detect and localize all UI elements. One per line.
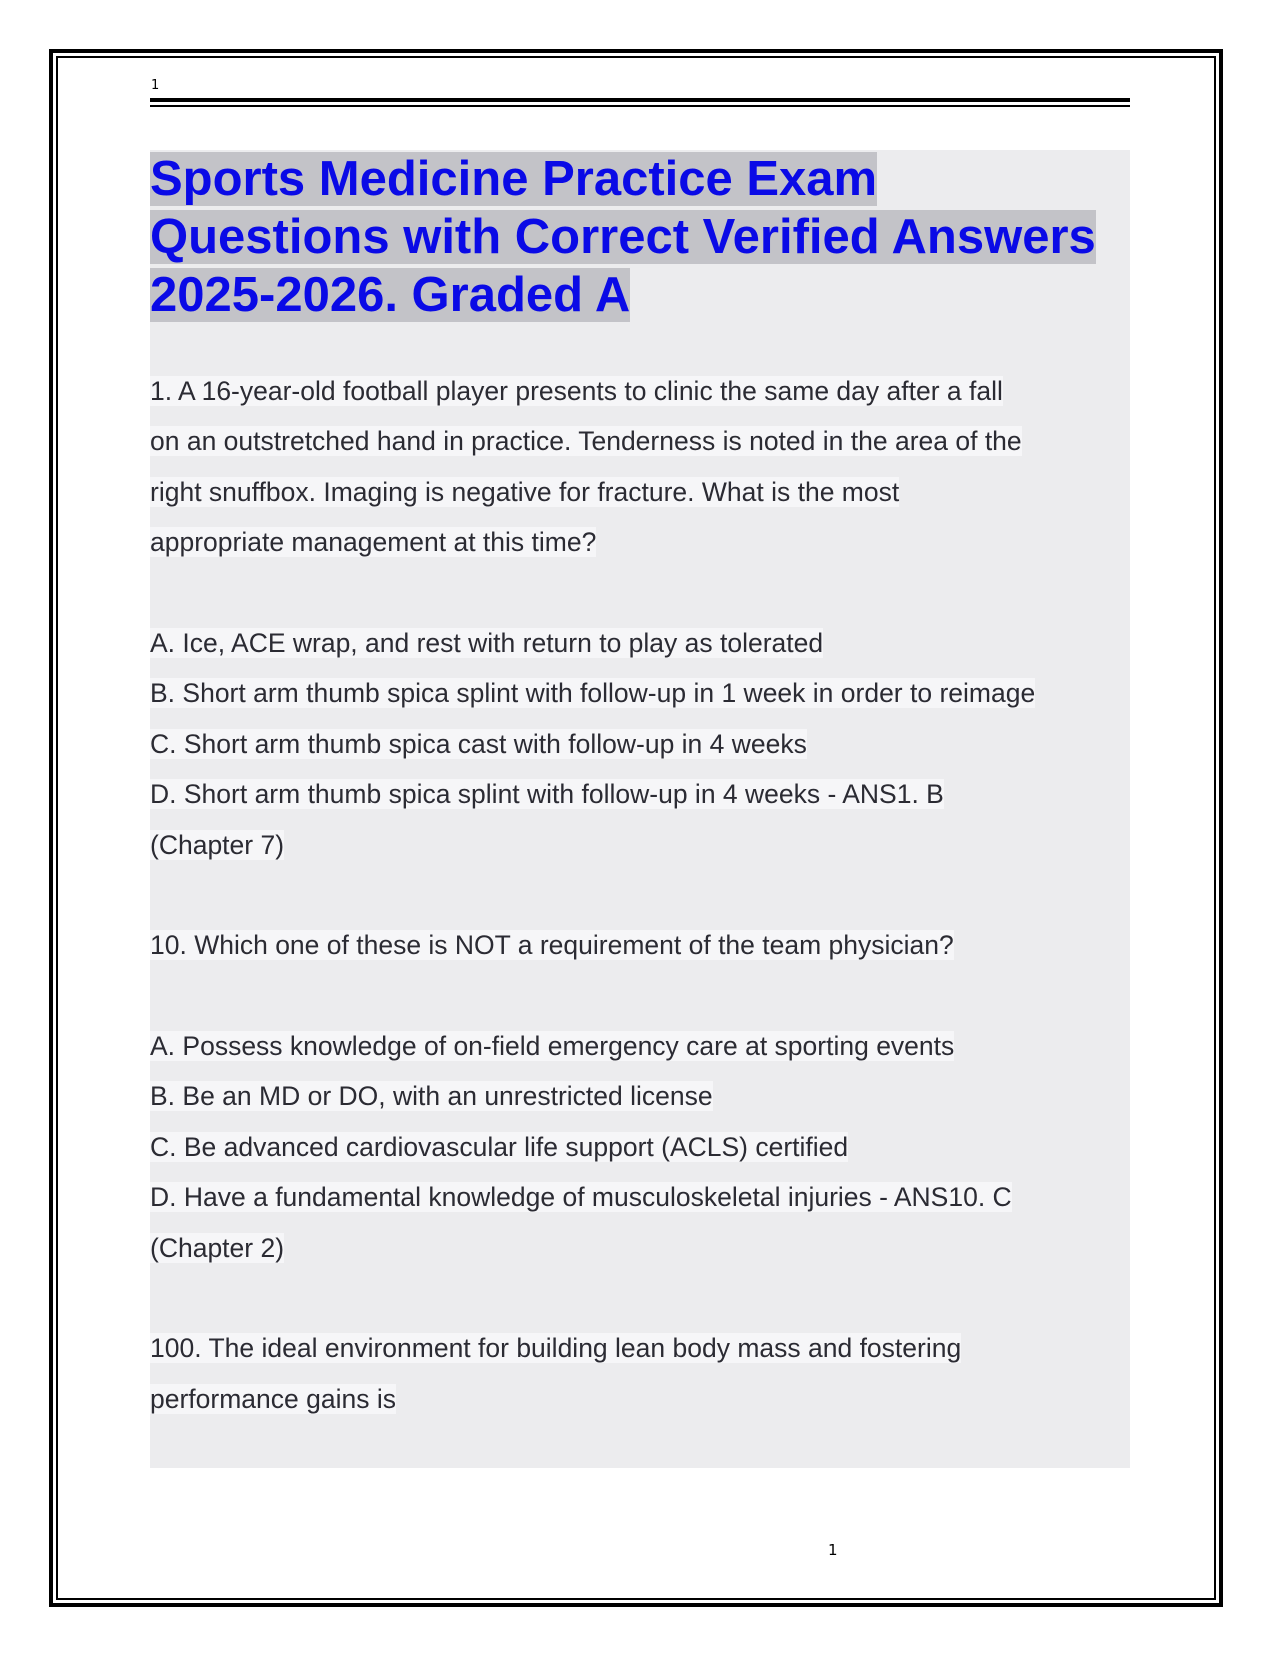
header-page-number: 1 xyxy=(151,78,160,93)
question-text-line: right snuffbox. Imaging is negative for fracture. What is the most xyxy=(150,476,900,507)
header-rule-thin xyxy=(150,105,1130,107)
question-1 xyxy=(150,366,1140,870)
answer-reference: (Chapter 2) xyxy=(150,1232,285,1263)
answer-reference: (Chapter 7) xyxy=(150,829,285,860)
answer-option: A. Ice, ACE wrap, and rest with return to play as tolerated xyxy=(150,627,824,658)
spacer xyxy=(150,870,1140,920)
header-rule xyxy=(150,98,1130,102)
document-title xyxy=(150,150,1150,324)
answer-option: B. Short arm thumb spica splint with follow-up in 1 week in order to reimage xyxy=(150,678,1036,709)
question-list xyxy=(150,366,1140,1424)
question-text-line: 100. The ideal environment for building lean body mass and fostering xyxy=(150,1333,962,1364)
question-text-line: on an outstretched hand in practice. Tenderness is noted in the area of the xyxy=(150,426,1022,457)
answer-option: D. Short arm thumb spica splint with follow-up in 4 weeks - ANS1. B xyxy=(150,779,944,810)
question-10 xyxy=(150,920,1140,1273)
title-line: Questions with Correct Verified Answers xyxy=(150,210,1096,264)
question-text-line: 1. A 16-year-old football player presents to clinic the same day after a fall xyxy=(150,376,1003,406)
answer-option: C. Short arm thumb spica cast with follow-up in 4 weeks xyxy=(150,728,807,759)
answer-option: A. Possess knowledge of on-field emergency care at sporting events xyxy=(150,1031,955,1062)
spacer xyxy=(150,971,1140,1021)
answer-option: B. Be an MD or DO, with an unrestricted license xyxy=(150,1081,713,1112)
question-text-line: 10. Which one of these is NOT a requirement of the team physician? xyxy=(150,930,954,961)
answer-option: C. Be advanced cardiovascular life support (ACLS) certified xyxy=(150,1131,849,1162)
question-text-line: appropriate management at this time? xyxy=(150,527,597,558)
question-text-line: performance gains is xyxy=(150,1383,396,1414)
question-100 xyxy=(150,1323,1140,1424)
title-line: 2025-2026. Graded A xyxy=(150,268,631,322)
spacer xyxy=(150,1273,1140,1323)
answer-option: D. Have a fundamental knowledge of musculoskeletal injuries - ANS10. C xyxy=(150,1182,1012,1213)
spacer xyxy=(150,568,1140,618)
footer-page-number: 1 xyxy=(828,1541,838,1559)
title-line: Sports Medicine Practice Exam xyxy=(150,152,878,206)
